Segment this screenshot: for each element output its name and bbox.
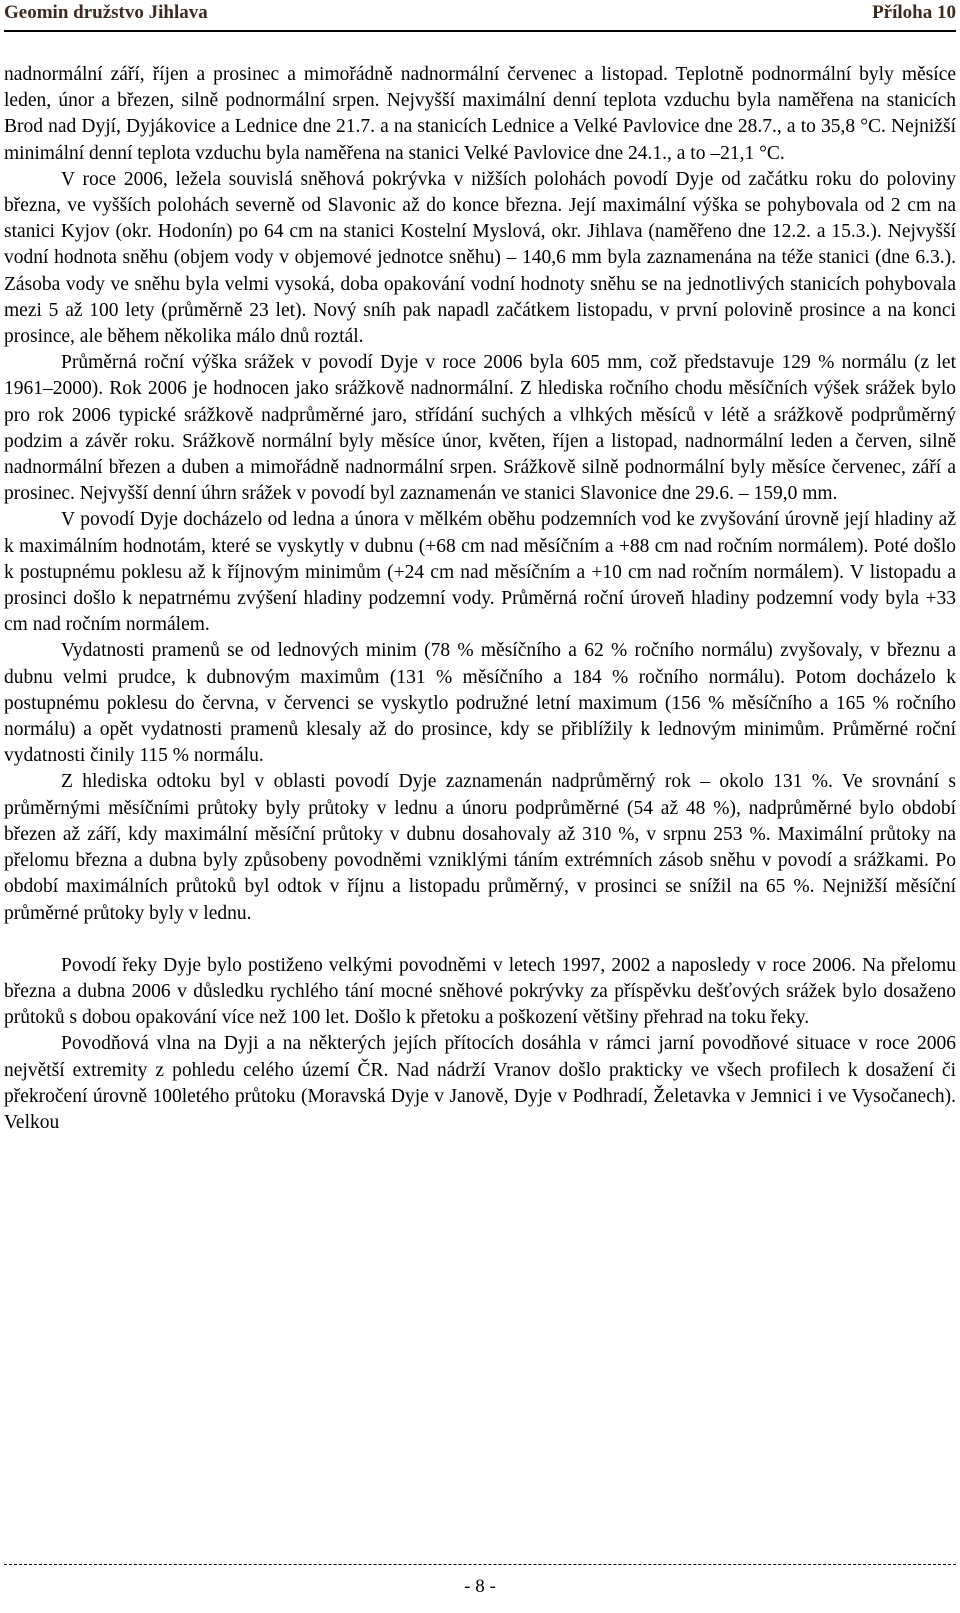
header-attachment-label: Příloha 10	[872, 2, 956, 23]
paragraph-precipitation: Průměrná roční výška srážek v povodí Dyje v roce 2006 byla 605 mm, což představuje 129 % normálu (z let 1961–2000). Rok 2006 je hodnocen jako srážkově nadnormální. Z hlediska ročního chodu měsíčních výšek srážek bylo pro rok 2006 typické srážkově nadprůměrné jaro, střídání suchých a vlhkých měsíců v létě a srážkově podprůměrný podzim a závěr roku. Srážkově normální byly měsíce únor, květen, říjen a listopad, nadnormální leden a červen, silně nadnormální březen a duben a mimořádně nadnormální srpen. Srážkově silně podnormální byly měsíce červenec, září a prosinec. Nejvyšší denní úhrn srážek v povodí byl zaznamenán ve stanici Slavonice dne 29.6. – 159,0 mm.	[4, 352, 956, 505]
paragraph-runoff: Z hlediska odtoku byl v oblasti povodí Dyje zaznamenán nadprůměrný rok – okolo 131 %. Ve srovnání s průměrnými měsíčními průtoky byly průtoky v lednu a únoru podprůměrné (54 až 48 %), nadprůměrné bylo období březen až září, kdy maximální měsíční průtoky v dubnu dosahovaly až 310 %, v srpnu 253 %. Maximální průtoky na přelomu března a dubna byly způsobeny povodněmi vzniklými táním extrémních zásob sněhu v povodí a srážkami. Po období maximálních průtoků byl odtok v říjnu a listopadu průměrný, v prosinci se snížil na 65 %. Nejnižší měsíční průměrné průtoky byly v lednu.	[4, 771, 956, 924]
paragraph-floods: Povodí řeky Dyje bylo postiženo velkými povodněmi v letech 1997, 2002 a naposledy v roce 2006. Na přelomu března a dubna 2006 v důsledku rychlého tání mocné sněhové pokrývky za příspěvku dešťových srážek bylo dosaženo průtoků s dobou opakování více než 100 let. Došlo k přetoku a poškození většiny přehrad na toku řeky.	[4, 954, 956, 1029]
paragraph-springs: Vydatnosti pramenů se od lednových minim (78 % měsíčního a 62 % ročního normálu) zvyšovaly, v březnu a dubnu velmi prudce, k dubnovým maximům (131 % měsíčního a 184 % ročního normálu). Potom docházelo k postupnému poklesu do června, v červenci se vyskytlo podružné letní maximum (156 % měsíčního a 165 % ročního normálu) a opět vydatnosti pramenů klesaly až do prosince, kdy se přiblížily k lednovým minimům. Průměrné roční vydatnosti činily 115 % normálu.	[4, 640, 956, 767]
footer-divider	[4, 1564, 956, 1565]
paragraph-temperature: nadnormální září, říjen a prosinec a mimořádně nadnormální červenec a listopad. Teplotně podnormální byly měsíce leden, únor a březen, silně podnormální srpen. Nejvyšší maximální denní teplota vzduchu byla naměřena na stanicích Brod nad Dyjí, Dyjákovice a Lednice dne 21.7. a na stanicích Lednice a Velké Pavlovice dne 28.7., a to 35,8 °C. Nejnižší minimální denní teplota vzduchu byla naměřena na stanici Velké Pavlovice dne 24.1., a to –21,1 °C.	[4, 64, 956, 164]
header-company: Geomin družstvo Jihlava	[4, 2, 208, 23]
paragraph-snow: V roce 2006, ležela souvislá sněhová pokrývka v nižších polohách povodí Dyje od začátku roku do poloviny března, ve vyšších polohách severně od Slavonic až do konce března. Její maximální výška se pohybovala od 2 cm na stanici Kyjov (okr. Hodonín) po 64 cm na stanici Kostelní Myslová, okr. Jihlava (naměřeno dne 12.2. a 15.3.). Nejvyšší vodní hodnota sněhu (objem vody v objemové jednotce sněhu) – 140,6 mm byla zaznamenána na téže stanici (dne 6.3.). Zásoba vody ve sněhu byla velmi vysoká, doba opakování vodní hodnoty sněhu se na jednotlivých stanicích pohybovala mezi 5 až 100 lety (průměrně 23 let). Nový sníh pak napadl začátkem listopadu, v první polovině prosince a na konci prosince, ale během několika málo dnů roztál.	[4, 168, 956, 348]
paragraph-groundwater: V povodí Dyje docházelo od ledna a února v mělkém oběhu podzemních vod ke zvyšování úrovně její hladiny až k maximálním hodnotám, které se vyskytly v dubnu (+68 cm nad měsíčním a +88 cm nad ročním normálem). Poté došlo k postupnému poklesu až k říjnovým minimům (+24 cm nad měsíčním a +10 cm nad ročním normálem). V listopadu a prosinci došlo k nepatrnému zvýšení hladiny podzemní vody. Průměrná roční úroveň hladiny podzemní vody byla +33 cm nad ročním normálem.	[4, 509, 956, 636]
page-header	[4, 0, 956, 32]
document-body	[4, 62, 956, 1136]
page-number: - 8 -	[464, 1576, 496, 1597]
paragraph-flood-wave: Povodňová vlna na Dyji a na některých jejích přítocích dosáhla v rámci jarní povodňové situace v roce 2006 největší extremity z pohledu celého území ČR. Nad nádrží Vranov došlo prakticky ve všech profilech k dosažení či překročení úrovně 100letého průtoku (Moravská Dyje v Janově, Dyje v Podhradí, Želetavka v Jemnici i ve Vysočanech). Velkou	[4, 1033, 956, 1133]
